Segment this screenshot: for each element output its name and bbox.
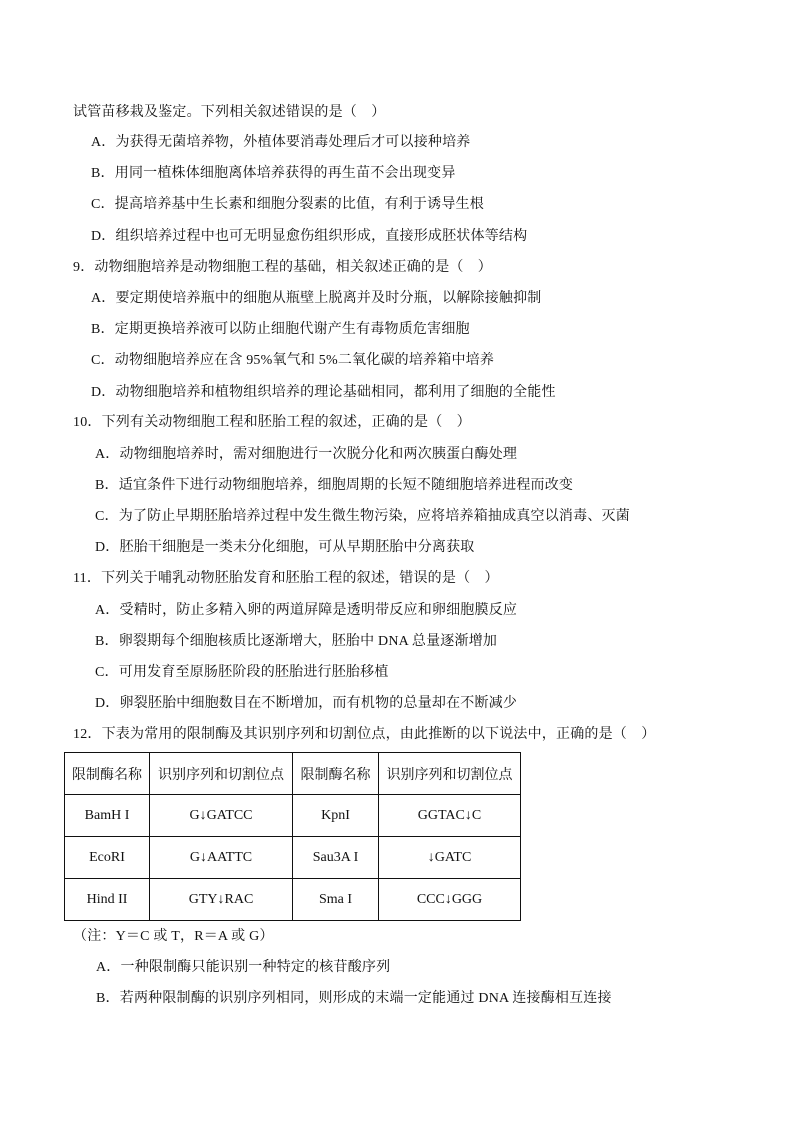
question-10-option-a: A．动物细胞培养时，需对细胞进行一次脱分化和两次胰蛋白酶处理 — [95, 447, 518, 462]
recognition-site-cell: ↓GATC — [379, 837, 521, 879]
enzyme-name-cell: EcoRI — [65, 837, 150, 879]
table-header-cell: 限制酶名称 — [293, 753, 379, 795]
table-row — [65, 837, 521, 879]
question-8-option-c: C．提高培养基中生长素和细胞分裂素的比值，有利于诱导生根 — [91, 197, 484, 212]
question-8-option-a: A．为获得无菌培养物，外植体要消毒处理后才可以接种培养 — [91, 135, 471, 150]
question-8-option-d: D．组织培养过程中也可无明显愈伤组织形成，直接形成胚状体等结构 — [91, 229, 528, 244]
question-12-option-b: B．若两种限制酶的识别序列相同，则形成的末端一定能通过 DNA 连接酶相互连接 — [96, 991, 612, 1006]
restriction-enzyme-table — [64, 752, 521, 921]
question-11-stem: 11．下列关于哺乳动物胚胎发育和胚胎工程的叙述，错误的是（ ） — [73, 571, 499, 586]
question-12-option-a: A．一种限制酶只能识别一种特定的核苷酸序列 — [96, 960, 391, 975]
enzyme-name-cell: Sau3A I — [293, 837, 379, 879]
question-9-option-c: C．动物细胞培养应在含 95%氧气和 5%二氧化碳的培养箱中培养 — [91, 353, 495, 368]
recognition-site-cell: G↓GATCC — [150, 795, 293, 837]
question-10-option-b: B．适宜条件下进行动物细胞培养，细胞周期的长短不随细胞培养进程而改变 — [95, 478, 574, 493]
question-11-option-d: D．卵裂胚胎中细胞数目在不断增加，而有机物的总量却在不断减少 — [95, 696, 518, 711]
enzyme-name-cell: BamH I — [65, 795, 150, 837]
question-11-option-a: A．受精时，防止多精入卵的两道屏障是透明带反应和卵细胞膜反应 — [95, 603, 518, 618]
enzyme-name-cell: Sma I — [293, 879, 379, 921]
table-row — [65, 879, 521, 921]
question-11-option-b: B．卵裂期每个细胞核质比逐渐增大，胚胎中 DNA 总量逐渐增加 — [95, 634, 498, 649]
question-10-option-d: D．胚胎干细胞是一类未分化细胞，可从早期胚胎中分离获取 — [95, 540, 475, 555]
question-8-stem: 试管苗移栽及鉴定。下列相关叙述错误的是（ ） — [73, 105, 386, 120]
recognition-site-cell: CCC↓GGG — [379, 879, 521, 921]
table-header-row — [65, 753, 521, 795]
question-9-option-d: D．动物细胞培养和植物组织培养的理论基础相同，都利用了细胞的全能性 — [91, 385, 556, 400]
enzyme-name-cell: Hind II — [65, 879, 150, 921]
question-9-option-a: A．要定期使培养瓶中的细胞从瓶壁上脱离并及时分瓶，以解除接触抑制 — [91, 291, 542, 306]
table-header-cell: 识别序列和切割位点 — [379, 753, 521, 795]
question-11-option-c: C．可用发育至原肠胚阶段的胚胎进行胚胎移植 — [95, 665, 389, 680]
table-header-cell: 识别序列和切割位点 — [150, 753, 293, 795]
table-note: （注：Y＝C 或 T，R＝A 或 G） — [73, 929, 274, 944]
question-10-option-c: C．为了防止早期胚胎培养过程中发生微生物污染，应将培养箱抽成真空以消毒、灭菌 — [95, 509, 630, 524]
question-9-stem: 9．动物细胞培养是动物细胞工程的基础，相关叙述正确的是（ ） — [73, 260, 492, 275]
question-9-option-b: B．定期更换培养液可以防止细胞代谢产生有毒物质危害细胞 — [91, 322, 470, 337]
recognition-site-cell: GGTAC↓C — [379, 795, 521, 837]
recognition-site-cell: GTY↓RAC — [150, 879, 293, 921]
table-header-cell: 限制酶名称 — [65, 753, 150, 795]
question-12-stem: 12．下表为常用的限制酶及其识别序列和切割位点，由此推断的以下说法中，正确的是（ ） — [73, 727, 656, 742]
question-8-option-b: B．用同一植株体细胞离体培养获得的再生苗不会出现变异 — [91, 166, 456, 181]
question-10-stem: 10．下列有关动物细胞工程和胚胎工程的叙述，正确的是（ ） — [73, 415, 471, 430]
recognition-site-cell: G↓AATTC — [150, 837, 293, 879]
table-row — [65, 795, 521, 837]
enzyme-name-cell: KpnI — [293, 795, 379, 837]
